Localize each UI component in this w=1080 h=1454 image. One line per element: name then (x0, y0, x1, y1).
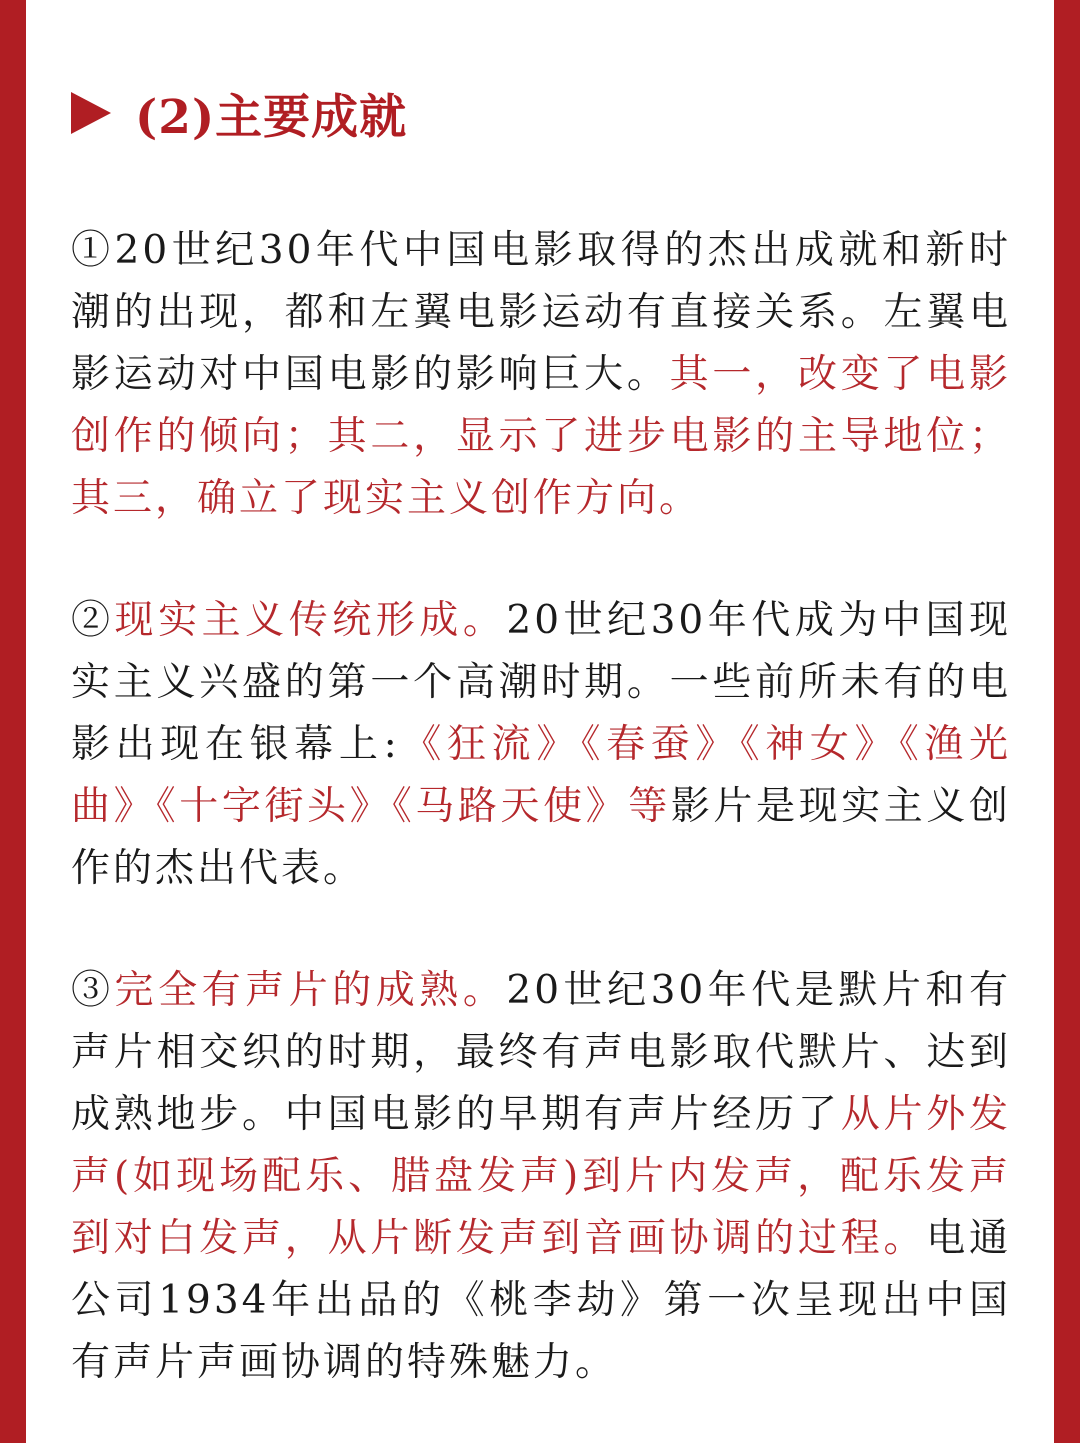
paragraph-3-highlight: 从片外发声(如现场配乐、腊盘发声)到片内发声，配乐发声到对白发声，从片断发声到音画协调的过程。 (71, 1092, 1011, 1261)
paragraph-2-text: 20世纪30年代成为中国现实主义兴盛的第一个高潮时期。一些前所未有的电影出现在银幕上: (71, 598, 1011, 767)
left-border-bar (0, 0, 26, 1443)
paragraph-3-text-end: 电通公司1934年出品的《桃李劫》第一次呈现出中国有声片声画协调的特殊魅力。 (71, 1216, 1011, 1385)
paragraph-2 (71, 590, 1011, 900)
paragraph-3-number: ③ (71, 968, 115, 1013)
paragraph-3-heading: 完全有声片的成熟。 (114, 968, 507, 1013)
page-content (71, 78, 1011, 1454)
triangle-right-icon (71, 92, 111, 134)
paragraph-2-heading: 现实主义传统形成。 (114, 598, 507, 643)
paragraph-2-film-list: 《狂流》《春蚕》《神女》《渔光曲》《十字街头》《马路天使》等 (71, 722, 1011, 829)
paragraph-1-highlight: 其一，改变了电影创作的倾向；其二，显示了进步电影的主导地位；其三，确立了现实主义创作方向。 (71, 352, 1011, 521)
section-title: (2)主要成就 (135, 89, 408, 145)
paragraph-3-text: 20世纪30年代是默片和有声片相交织的时期，最终有声电影取代默片、达到成熟地步。中国电影的早期有声片经历了 (71, 968, 1011, 1137)
paragraph-3 (71, 960, 1011, 1394)
paragraph-2-number: ② (71, 598, 115, 643)
section-header (71, 78, 1011, 148)
right-border-bar (1054, 0, 1080, 1443)
paragraph-1 (71, 220, 1011, 530)
paragraph-2-text-end: 影片是现实主义创作的杰出代表。 (71, 784, 1011, 891)
paragraph-1-text: ①20世纪30年代中国电影取得的杰出成就和新时潮的出现，都和左翼电影运动有直接关系。左翼电影运动对中国电影的影响巨大。 (71, 228, 1011, 397)
